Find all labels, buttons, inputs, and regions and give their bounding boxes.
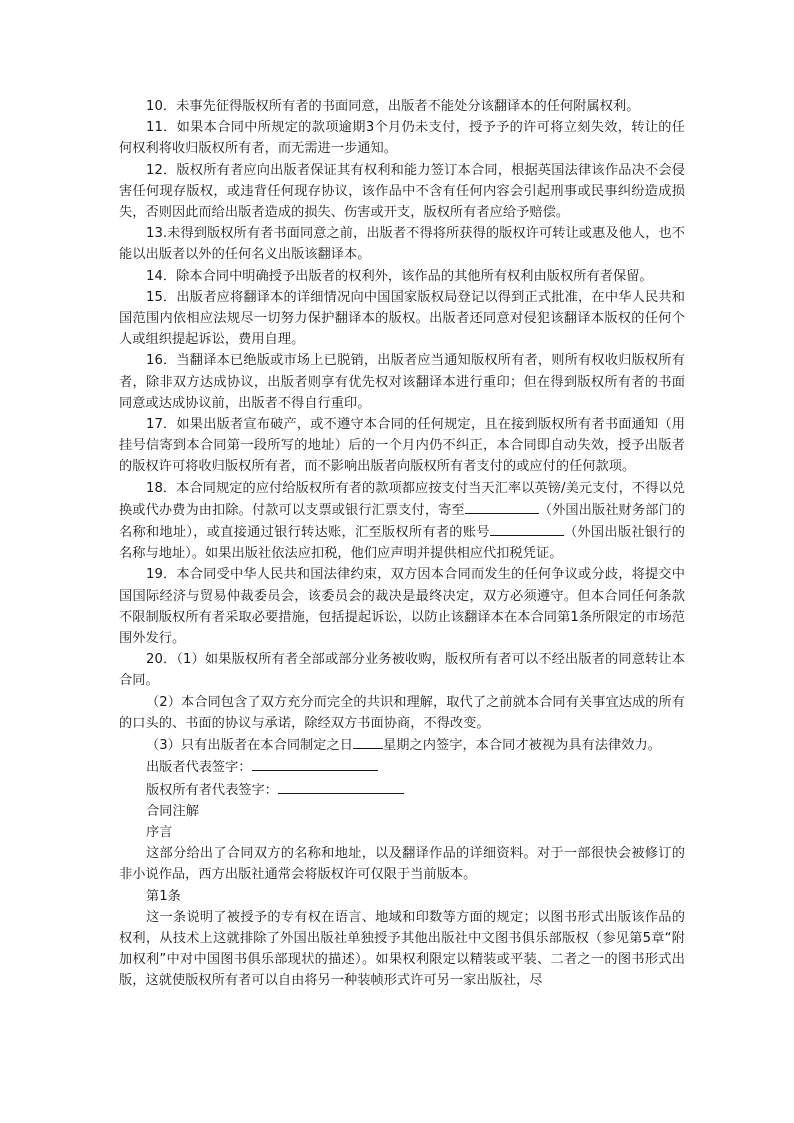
clause-13: 13.未得到版权所有者书面同意之前，出版者不得将所获得的版权许可转让或惠及他人，也不能以出版者以外的任何名义出版该翻译本。 bbox=[119, 226, 685, 263]
weeks-blank bbox=[353, 734, 383, 749]
clause-20-1: 20．（1）如果版权所有者全部或部分业务被收购，版权所有者可以不经出版者的同意转让本合同。 bbox=[119, 652, 685, 689]
clause-19: 19．本合同受中华人民共和国法律约束，双方因本合同而发生的任何争议或分歧，将提交中国国际经济与贸易仲裁委员会，该委员会的裁决是最终决定，双方必须遵守。但本合同任何条款不限制版权所有者采取必要措施，包括提起诉讼，以防止该翻译本在本合同第1条所限定的市场范围外发行。 bbox=[119, 567, 685, 647]
publisher-signature-line bbox=[252, 756, 378, 771]
owner-signature bbox=[119, 779, 685, 801]
clause-20-3 bbox=[119, 734, 685, 756]
clause-11: 11．如果本合同中所规定的款项逾期3个月仍未支付，授予予的许可将立刻失效，转让的任何权利将收归版权所有者，而无需进一步通知。 bbox=[119, 120, 685, 157]
article-1-text: 这一条说明了被授予的专有权在语言、地域和印数等方面的规定；以图书形式出版该作品的权利，从技术上这就排除了外国出版社单独授予其他出版社中文图书俱乐部版权（参见第5章“附加权利”中对中国图书俱乐部现状的描述）。如果权利限定以精装或平装、二者之一的图书形式出版，这就使版权所有者可以自由将另一种装帧形式许可另一家出版社，尽 bbox=[119, 909, 685, 989]
clause-20-3-part-a: （3）只有出版者在本合同制定之日 bbox=[146, 738, 354, 754]
clause-20-2: （2）本合同包含了双方充分而完全的共识和理解，取代了之前就本合同有关事宜达成的所有的口头的、书面的协议与承诺，除经双方书面协商，不得改变。 bbox=[119, 694, 685, 731]
publisher-signature bbox=[119, 756, 685, 778]
clause-18 bbox=[119, 478, 685, 565]
preface-title: 序言 bbox=[146, 824, 173, 840]
clause-18-part-a: 18．本合同规定的应付给版权所有者的款项都应按支付当天汇率以英镑/美元支付，不得以兑换或代办费为由扣除。付款可以支票或银行汇票支付，寄至 bbox=[119, 480, 685, 518]
notes-heading: 合同注解 bbox=[146, 803, 199, 819]
document-page bbox=[119, 96, 685, 992]
clause-12: 12．版权所有者应向出版者保证其有权利和能力签订本合同，根据英国法律该作品决不会侵害任何现存版权，或违背任何现存协议，该作品中不含有任何内容会引起刑事或民事纠纷造成损失，否则因此而给出版者造成的损失、伤害或开支，版权所有者应给予赔偿。 bbox=[119, 162, 685, 221]
clause-16: 16．当翻译本已绝版或市场上已脱销，出版者应当通知版权所有者，则所有权收归版权所有者，除非双方达成协议，出版者则享有优先权对该翻译本进行重印；但在得到版权所有者的书面同意或达成协议前，出版者不得自行重印。 bbox=[119, 353, 685, 411]
article-1-title: 第1条 bbox=[146, 888, 181, 904]
account-number-blank bbox=[490, 521, 564, 536]
clause-18-part-c: （外国出版社银行的名称与地址）。如果出版社依法应扣税，他们应声明并提供相应代扣税凭证。 bbox=[119, 525, 685, 562]
publisher-signature-label: 出版者代表签字： bbox=[146, 760, 252, 776]
owner-signature-label: 版权所有者代表签字： bbox=[146, 782, 278, 798]
clause-15: 15．出版者应将翻译本的详细情况向中国国家版权局登记以得到正式批准，在中华人民共和国范围内依相应法规尽一切努力保护翻译本的版权。出版者还同意对侵犯该翻译本版权的任何个人或组织提起诉讼，费用自理。 bbox=[119, 289, 685, 348]
clause-14: 14．除本合同中明确授予出版者的权利外，该作品的其他所有权利由版权所有者保留。 bbox=[146, 268, 653, 284]
preface-text: 这部分给出了合同双方的名称和地址，以及翻译作品的详细资料。对于一部很快会被修订的非小说作品，西方出版社通常会将版权许可仅限于当前版本。 bbox=[119, 846, 685, 883]
payment-address-blank bbox=[465, 499, 539, 514]
owner-signature-line bbox=[278, 779, 404, 794]
clause-18-part-b: （外国出版社财务部门的名称和地址），或直接通过银行转达账，汇至版权所有者的账号 bbox=[119, 502, 685, 541]
clause-17: 17．如果出版者宣布破产，或不遵守本合同的任何规定，且在接到版权所有者书面通知（用挂号信寄到本合同第一段所写的地址）后的一个月内仍不纠正，本合同即自动失效，授予出版者的版权许可将收归版权所有者，而不影响出版者向版权所有者支付的或应付的任何款项。 bbox=[119, 417, 685, 475]
clause-20-3-part-b: 星期之内签字，本合同才被视为具有法律效力。 bbox=[383, 738, 662, 754]
clause-10: 10．未事先征得版权所有者的书面同意，出版者不能处分该翻译本的任何附属权利。 bbox=[146, 99, 640, 114]
